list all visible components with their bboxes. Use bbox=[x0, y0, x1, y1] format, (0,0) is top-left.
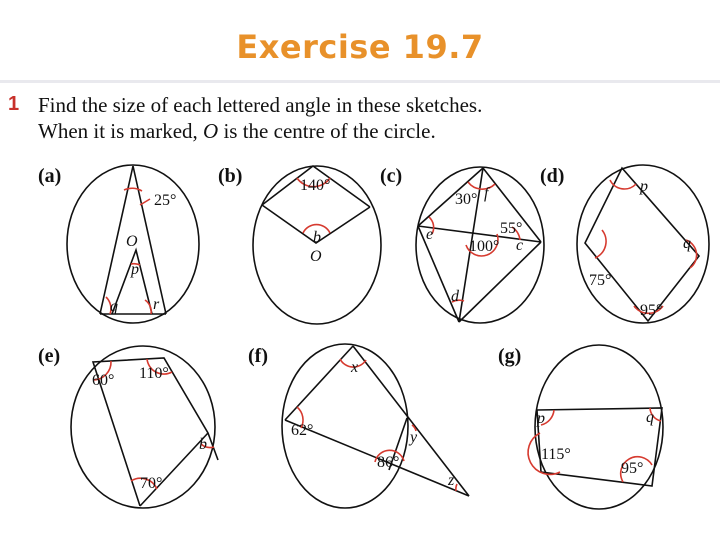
label-c-c: c bbox=[516, 237, 524, 254]
label-e-70: 70° bbox=[140, 475, 163, 492]
label-b-b: b bbox=[313, 229, 321, 246]
label-a-o: O bbox=[126, 233, 138, 250]
question-number: 1 bbox=[8, 93, 20, 115]
label-a-25: 25° bbox=[154, 192, 177, 209]
label-c-100: 100° bbox=[469, 238, 500, 255]
part-label-b: (b) bbox=[218, 165, 243, 187]
label-g-p: p bbox=[537, 410, 545, 427]
diagram-g bbox=[528, 345, 663, 509]
label-g-95: 95° bbox=[621, 460, 644, 477]
part-label-c: (c) bbox=[380, 165, 403, 187]
label-c-e: e bbox=[426, 226, 434, 243]
part-label-a: (a) bbox=[38, 165, 62, 187]
label-e-110: 110° bbox=[139, 365, 169, 382]
label-g-q: q bbox=[646, 409, 654, 426]
arc-d-p bbox=[610, 180, 636, 189]
label-e-b: b bbox=[199, 436, 207, 453]
arc-f-z bbox=[456, 484, 457, 491]
label-g-115: 115° bbox=[541, 446, 571, 463]
label-a-p: p bbox=[131, 261, 139, 278]
label-f-y: y bbox=[410, 429, 418, 446]
center-angle-lines-a bbox=[112, 250, 152, 314]
label-b-140: 140° bbox=[300, 177, 331, 194]
part-label-f: (f) bbox=[248, 345, 268, 367]
chord-e-right bbox=[140, 433, 208, 506]
part-label-e: (e) bbox=[38, 345, 61, 367]
question-text-line-2: When it is marked, O is the centre of the circle. bbox=[38, 119, 436, 143]
label-c-30: 30° bbox=[455, 191, 478, 208]
label-c-55: 55° bbox=[500, 220, 523, 237]
question-text-line-1: Find the size of each lettered angle in these sketches. bbox=[38, 93, 483, 117]
part-label-d: (d) bbox=[540, 165, 565, 187]
label-f-x: x bbox=[351, 359, 359, 376]
arc-c-30-f bbox=[468, 182, 495, 189]
label-d-p: p bbox=[640, 178, 648, 195]
arc-a-r bbox=[145, 300, 151, 314]
label-e-60: 60° bbox=[92, 372, 115, 389]
chord-f-1 bbox=[285, 346, 353, 420]
exercise-title: Exercise 19.7 bbox=[236, 28, 484, 66]
arc-d-75 bbox=[595, 230, 606, 258]
label-d-q: q bbox=[683, 235, 691, 252]
label-f-62: 62° bbox=[291, 422, 314, 439]
chord-c-5 bbox=[418, 226, 459, 322]
label-a-r: r bbox=[153, 296, 160, 313]
label-c-f: f bbox=[484, 185, 489, 202]
label-f-z: z bbox=[448, 472, 455, 489]
label-d-95: 95° bbox=[640, 302, 663, 319]
label-d-75: 75° bbox=[589, 272, 612, 289]
part-label-g: (g) bbox=[498, 345, 522, 367]
label-b-o: O bbox=[310, 248, 322, 265]
label-c-d: d bbox=[451, 288, 459, 305]
label-a-q: q bbox=[110, 298, 118, 315]
label-f-86: 86° bbox=[377, 454, 400, 471]
